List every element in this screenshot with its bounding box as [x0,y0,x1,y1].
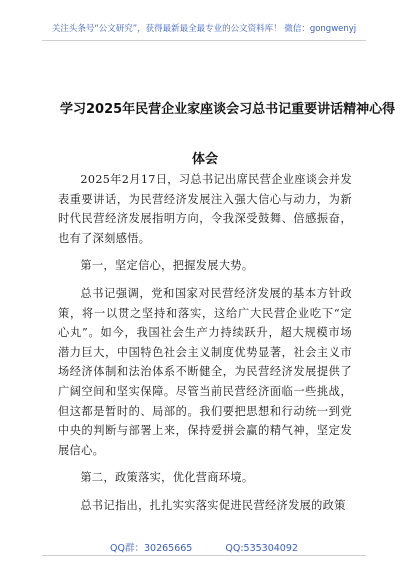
footer-contact [0,540,408,554]
paragraph-body-2: 总书记指出，扎扎实实落实促进民营经济发展的政策 [80,498,346,512]
header-promo-note: 关注头条号“公文研究”，获得最新最全最专业的公文资料库！ 微信：gongwenyj [51,24,357,34]
document-title-line-2: 体会 [191,152,218,167]
paragraph-heading-2: 第二，政策落实，优化营商环境。 [80,471,254,485]
footer-qq-number: QQ:535304092 [225,543,298,554]
paragraph-intro: 2025年2月17日，习总书记出席民营企业座谈会并发表重要讲话，为民营经济发展注入强大信心与动力，为新时代民营经济发展指明方向，令我深受鼓舞、倍感振奋，也有了深刻感悟。 [58,173,352,245]
header-divider [42,40,366,41]
document-title-line-1: 学习2025年民营企业家座谈会习总书记重要讲话精神心得 [60,102,396,117]
footer-divider [42,555,366,556]
paragraph-body-1: 总书记强调，党和国家对民营经济发展的基本方针政策，将一以贯之坚持和落实，这给广大民营企业吃下“定心丸”。如今，我国社会生产力持续跃升，超大规模市场潜力巨大，中国特色社会主义制度优势显著，社会主义市场经济体制和法治体系不断健全，为民营经济发展提供了广阔空间和坚实保障。尽管当前民营经济面临一些挑战，但这都是暂时的、局部的。我们要把思想和行动统一到党中央的判断与部署上来，保持爱拼会赢的精气神，坚定发展信心。 [58,286,352,457]
paragraph-heading-1: 第一，坚定信心，把握发展大势。 [80,259,254,273]
footer-qq-group: QQ群：30265665 [110,543,193,554]
document-body [58,170,352,524]
